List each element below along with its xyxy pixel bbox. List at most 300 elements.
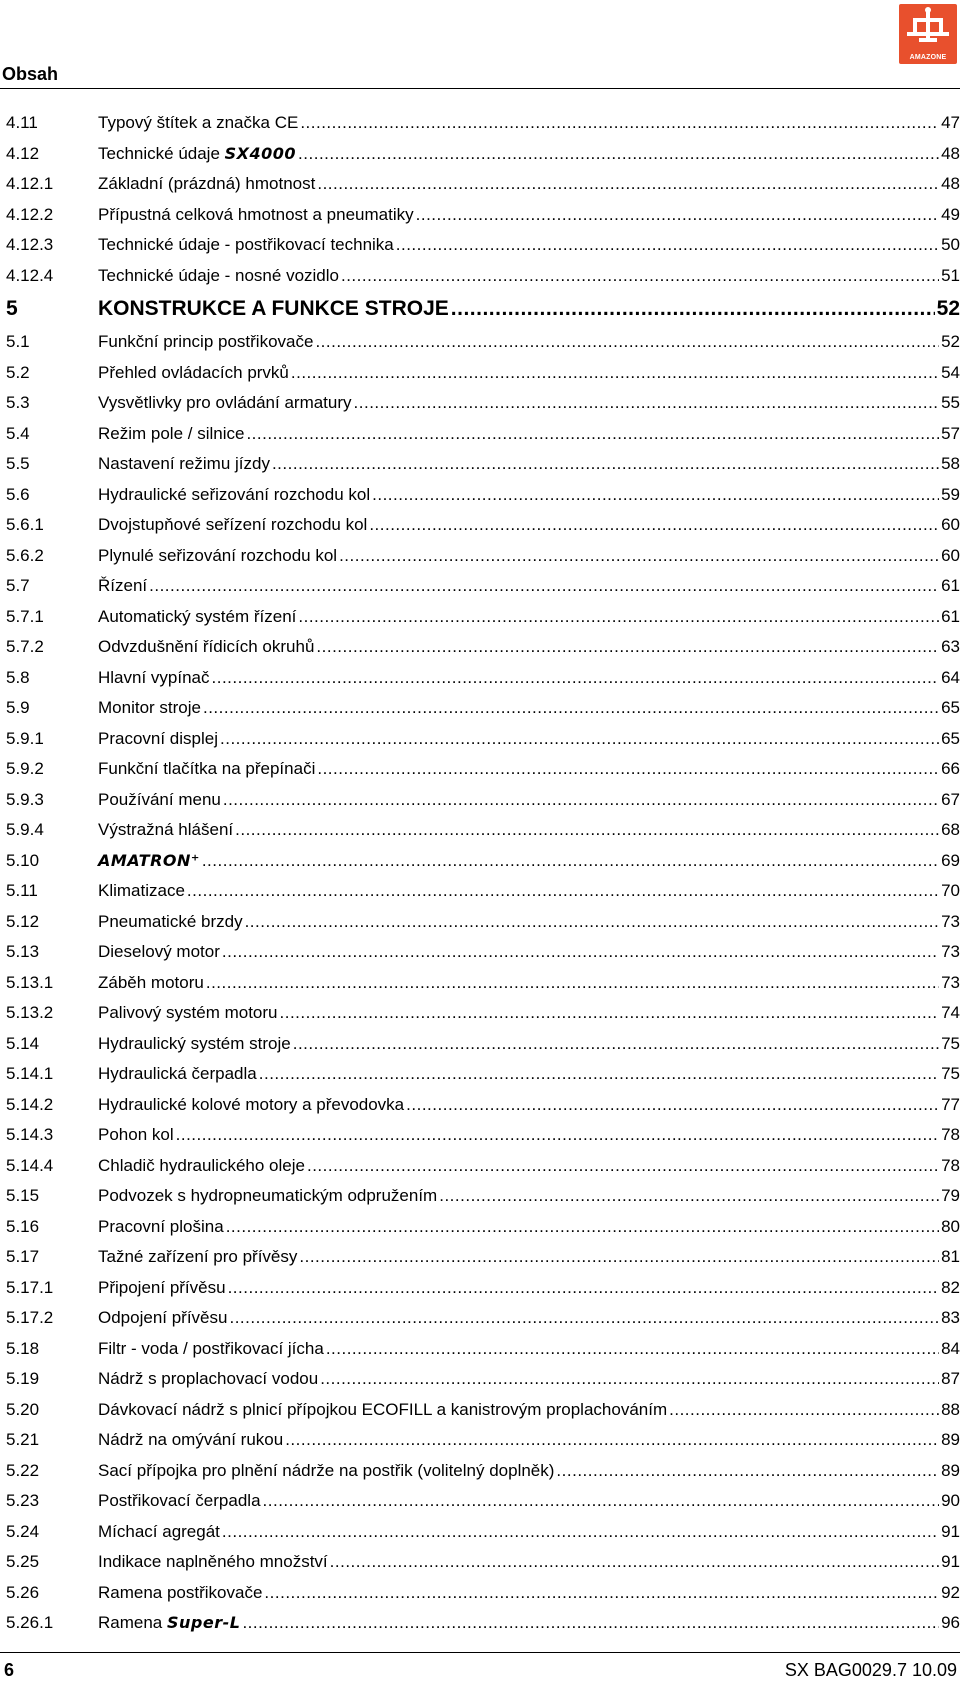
toc-entry-number: 5.26: [6, 1582, 40, 1602]
toc-entry-title: [98, 1608, 240, 1639]
toc-dot-leader: [285, 1425, 939, 1456]
toc-entry-title: [98, 1120, 174, 1151]
toc-entry-number: 5.10: [6, 850, 40, 870]
toc-entry-page: 87: [941, 1369, 960, 1388]
toc-entry-number: 5.13.1: [6, 972, 54, 992]
toc-entry[interactable]: [0, 876, 960, 907]
toc-dot-leader: [187, 876, 939, 907]
toc-dot-leader: [339, 541, 939, 572]
toc-entry[interactable]: [0, 1242, 960, 1273]
toc-entry-page: 48: [941, 174, 960, 193]
toc-entry-number: 5.23: [6, 1491, 40, 1510]
toc-entry-number: 5.20: [6, 1399, 40, 1419]
header-divider: [0, 88, 960, 89]
toc-entry[interactable]: [0, 1547, 960, 1578]
toc-entry[interactable]: [0, 480, 960, 511]
toc-entry-number: 5.9: [6, 698, 30, 717]
amazone-logo: [899, 4, 957, 64]
toc-entry[interactable]: [0, 815, 960, 846]
toc-entry-page: 73: [941, 942, 960, 961]
toc-entry[interactable]: [0, 200, 960, 231]
toc-entry[interactable]: [0, 1090, 960, 1121]
toc-entry-number: 4.12.4: [6, 265, 54, 285]
toc-entry[interactable]: [0, 1395, 960, 1426]
toc-entry-title-text: Nastavení režimu jízdy: [98, 454, 270, 473]
toc-entry-title: [98, 1273, 226, 1304]
toc-entry-number: 5.17: [6, 1247, 40, 1266]
toc-dot-leader: [299, 1242, 939, 1273]
toc-entry-title-text: Dvojstupňové seřízení rozchodu kol: [98, 515, 368, 534]
toc-dot-leader: [326, 1334, 939, 1365]
toc-entry-number: 5.14: [6, 1033, 40, 1053]
toc-entry-title-text: Chladič hydraulického oleje: [98, 1155, 305, 1175]
toc-entry[interactable]: [0, 358, 960, 389]
toc-dot-leader: [176, 1120, 939, 1151]
toc-entry-title: [98, 480, 370, 511]
toc-dot-leader: [354, 388, 940, 419]
toc-entry-page: 80: [941, 1216, 960, 1236]
toc-entry[interactable]: [0, 449, 960, 480]
toc-entry-title-text: Míchací agregát: [98, 1521, 220, 1541]
toc-entry-page: 82: [941, 1277, 960, 1297]
toc-entry-title-text: Řízení: [98, 576, 148, 595]
toc-entry-number: 5.17.2: [6, 1308, 54, 1327]
toc-entry[interactable]: [0, 1578, 960, 1609]
toc-entry[interactable]: [0, 327, 960, 358]
toc-entry-title-text: Pracovní plošina: [98, 1216, 224, 1236]
toc-entry[interactable]: [0, 261, 960, 292]
toc-entry-title-text: Výstražná hlášení: [98, 820, 234, 839]
toc-dot-leader: [291, 358, 939, 389]
toc-entry-page: 73: [941, 972, 960, 992]
toc-entry-page: 81: [941, 1247, 960, 1266]
toc-entry[interactable]: [0, 388, 960, 419]
toc-dot-leader: [320, 1364, 939, 1395]
toc-entry-title-text: Záběh motoru: [98, 972, 204, 992]
toc-dot-leader: [259, 1059, 939, 1090]
toc-dot-leader: [264, 1578, 939, 1609]
toc-dot-leader: [317, 754, 939, 785]
toc-entry-title-text: Tažné zařízení pro přívěsy: [98, 1247, 298, 1266]
toc-entry-title-text: Hydraulické seřizování rozchodu kol: [98, 484, 371, 504]
toc-entry[interactable]: [0, 693, 960, 724]
toc-entry-title: [98, 846, 200, 877]
toc-entry-page: 54: [941, 362, 960, 382]
toc-entry-title: [98, 937, 220, 968]
toc-entry-number: 5.24: [6, 1521, 40, 1541]
toc-entry-title: [98, 754, 315, 785]
toc-entry[interactable]: [0, 1517, 960, 1548]
footer-divider: [0, 1652, 960, 1653]
toc-entry-number: 5.6.2: [6, 545, 44, 565]
toc-entry-number: 5.4: [6, 423, 30, 443]
toc-entry-number: 5.15: [6, 1186, 40, 1205]
toc-entry-title-text: Monitor stroje: [98, 698, 201, 717]
toc-dot-leader: [223, 785, 939, 816]
toc-entry-title: [98, 1547, 328, 1578]
toc-entry-title-text: Sací přípojka pro plnění nádrže na postřik (volitelný doplněk): [98, 1460, 555, 1480]
toc-entry-title-text: Pohon kol: [98, 1125, 174, 1144]
toc-entry-title-text: Používání menu: [98, 789, 221, 809]
toc-entry-title-text: Nádrž s proplachovací vodou: [98, 1369, 319, 1388]
toc-entry-page: 74: [941, 1003, 960, 1022]
toc-entry-title-text: Hydraulický systém stroje: [98, 1033, 291, 1053]
toc-entry-title-text: Pneumatické brzdy: [98, 911, 243, 931]
toc-dot-leader: [317, 169, 939, 200]
toc-entry[interactable]: [0, 998, 960, 1029]
toc-entry-title-text: Klimatizace: [98, 881, 185, 900]
toc-dot-leader: [416, 200, 939, 231]
toc-entry-page: 66: [941, 759, 960, 778]
toc-entry[interactable]: [0, 1120, 960, 1151]
toc-entry[interactable]: [0, 1425, 960, 1456]
toc-entry-page: 57: [941, 423, 960, 443]
toc-entry-title-text: Vysvětlivky pro ovládání armatury: [98, 393, 352, 412]
toc-entry-number: 5.21: [6, 1430, 40, 1449]
toc-dot-leader: [451, 291, 935, 327]
toc-entry-brand: Super-L: [167, 1613, 241, 1632]
toc-entry-title: [98, 876, 185, 907]
toc-entry-number: 5.13.2: [6, 1003, 54, 1022]
toc-entry-title: [98, 230, 394, 261]
toc-entry-page: 92: [941, 1582, 960, 1602]
toc-entry-title: [98, 449, 270, 480]
toc-entry-title: [98, 663, 210, 694]
page-title: Obsah: [2, 64, 59, 84]
toc-entry-title: [98, 327, 313, 358]
toc-entry-page: 89: [941, 1430, 960, 1449]
toc-entry-page: 77: [941, 1094, 960, 1114]
toc-entry-number: 5.12: [6, 911, 40, 931]
table-of-contents: [0, 108, 960, 1639]
toc-entry-title-text: Ramena: [98, 1613, 163, 1632]
toc-dot-leader: [206, 968, 939, 999]
toc-entry-number: 5.14.3: [6, 1125, 54, 1144]
toc-dot-leader: [556, 1456, 939, 1487]
toc-entry-title-text: Palivový systém motoru: [98, 1003, 278, 1022]
toc-entry-title: [98, 261, 339, 292]
toc-entry-page: 60: [941, 515, 960, 534]
toc-entry-page: 61: [941, 606, 960, 626]
toc-dot-leader: [235, 815, 939, 846]
toc-entry-page: 91: [941, 1552, 960, 1571]
toc-entry-page: 64: [941, 667, 960, 687]
toc-entry-title-text: Připojení přívěsu: [98, 1277, 226, 1297]
toc-entry-number: 4.12.3: [6, 235, 54, 254]
toc-entry-page: 65: [941, 728, 960, 748]
toc-entry-page: 91: [941, 1521, 960, 1541]
toc-entry-number: 5.26.1: [6, 1613, 54, 1632]
toc-entry-title: [98, 1456, 554, 1487]
toc-entry-title: [98, 1059, 257, 1090]
toc-entry[interactable]: [0, 1059, 960, 1090]
toc-entry-page: 49: [941, 204, 960, 224]
toc-entry-page: 69: [941, 850, 960, 870]
toc-dot-leader: [202, 846, 939, 877]
toc-entry[interactable]: [0, 1456, 960, 1487]
toc-dot-leader: [263, 1486, 940, 1517]
toc-entry-number: 5.9.4: [6, 820, 44, 839]
toc-entry-page: 73: [941, 911, 960, 931]
toc-entry-title-text: Indikace naplněného množství: [98, 1552, 328, 1571]
toc-entry-page: 63: [941, 637, 960, 656]
toc-entry-number: 5.3: [6, 393, 30, 412]
toc-entry-page: 89: [941, 1460, 960, 1480]
toc-entry-title-text: Podvozek s hydropneumatickým odpružením: [98, 1186, 438, 1205]
toc-entry-title: [98, 200, 414, 231]
toc-entry[interactable]: [0, 1181, 960, 1212]
toc-dot-leader: [272, 449, 939, 480]
toc-dot-leader: [330, 1547, 939, 1578]
toc-dot-leader: [228, 1273, 940, 1304]
toc-dot-leader: [293, 1029, 939, 1060]
toc-entry-title: [98, 1517, 220, 1548]
toc-entry-title: [98, 1090, 404, 1121]
toc-entry-title-text: Režim pole / silnice: [98, 423, 245, 443]
toc-entry-title: [98, 169, 315, 200]
toc-entry-page: 70: [941, 881, 960, 900]
toc-dot-leader: [203, 693, 939, 724]
toc-entry-title-text: Hlavní vypínač: [98, 667, 210, 687]
toc-dot-leader: [222, 1517, 939, 1548]
toc-entry-title: [98, 693, 201, 724]
toc-entry-title: [98, 1395, 667, 1426]
toc-entry-page: 55: [941, 393, 960, 412]
toc-entry[interactable]: [0, 1608, 960, 1639]
toc-entry-number: 5.1: [6, 332, 30, 351]
toc-dot-leader: [316, 632, 939, 663]
toc-entry-title: [98, 1364, 318, 1395]
toc-entry-number: 5.7: [6, 576, 30, 595]
toc-entry-number: 5.14.2: [6, 1094, 54, 1114]
toc-entry[interactable]: [0, 1212, 960, 1243]
toc-entry-number: 5.14.1: [6, 1064, 54, 1083]
toc-entry[interactable]: [0, 510, 960, 541]
toc-entry-title: [98, 1212, 224, 1243]
toc-entry-brand: SX4000: [224, 143, 297, 163]
toc-entry-page: 75: [941, 1064, 960, 1083]
toc-entry-number: 5.2: [6, 362, 30, 382]
toc-entry-title: [98, 1578, 262, 1609]
toc-entry[interactable]: [0, 602, 960, 633]
toc-entry-brand: AMATRON⁺: [98, 850, 200, 870]
toc-entry-title: [98, 815, 233, 846]
toc-entry-title-text: Základní (prázdná) hmotnost: [98, 174, 316, 193]
toc-entry-number: 4.12.1: [6, 174, 54, 193]
toc-dot-leader: [439, 1181, 939, 1212]
toc-entry[interactable]: [0, 632, 960, 663]
toc-entry-title-text: Přípustná celková hmotnost a pneumatiky: [98, 204, 414, 224]
toc-dot-leader: [669, 1395, 939, 1426]
toc-entry-number: 4.12: [6, 143, 40, 163]
toc-entry[interactable]: [0, 754, 960, 785]
toc-entry-page: 48: [941, 143, 960, 163]
toc-entry[interactable]: [0, 1151, 960, 1182]
toc-entry-number: 5.11: [6, 881, 38, 900]
toc-entry-page: 90: [941, 1491, 960, 1510]
toc-entry-page: 88: [941, 1399, 960, 1419]
toc-entry-number: 5.19: [6, 1369, 40, 1388]
toc-entry-page: 52: [936, 297, 960, 320]
toc-entry-title-text: Technické údaje - nosné vozidlo: [98, 265, 339, 285]
toc-entry-title: [98, 139, 296, 170]
toc-dot-leader: [298, 602, 939, 633]
toc-entry-page: 52: [941, 332, 960, 351]
toc-entry-title-text: Technické údaje: [98, 143, 220, 163]
toc-entry-title-text: Dávkovací nádrž s plnicí přípojkou ECOFILL a kanistrovým proplachováním: [98, 1399, 668, 1419]
toc-entry-title: [98, 419, 244, 450]
toc-entry-title: [98, 510, 367, 541]
toc-entry-title: [98, 968, 204, 999]
toc-entry-title: [98, 358, 289, 389]
toc-entry-title: [98, 1151, 305, 1182]
toc-entry-title-text: Hydraulická čerpadla: [98, 1064, 257, 1083]
toc-entry-title: [98, 571, 147, 602]
toc-entry-page: 60: [941, 545, 960, 565]
toc-entry-page: 78: [941, 1125, 960, 1144]
toc-entry-title: [98, 1303, 227, 1334]
toc-dot-leader: [396, 230, 939, 261]
toc-entry-page: 67: [941, 789, 960, 809]
toc-entry[interactable]: [0, 419, 960, 450]
toc-entry[interactable]: [0, 1029, 960, 1060]
toc-entry-number: 4.12.2: [6, 204, 54, 224]
toc-entry-number: 5.16: [6, 1216, 40, 1236]
toc-entry-title-text: Přehled ovládacích prvků: [98, 362, 289, 382]
toc-entry-number: 5.17.1: [6, 1277, 54, 1297]
toc-entry-number: 5.6: [6, 484, 30, 504]
toc-entry[interactable]: [0, 937, 960, 968]
toc-entry[interactable]: [0, 907, 960, 938]
toc-entry-number: 5.7.2: [6, 637, 44, 656]
toc-entry-title: [98, 1486, 261, 1517]
toc-entry-number: 5.9.3: [6, 789, 44, 809]
toc-entry-title: [98, 541, 337, 572]
toc-entry-number: 5.7.1: [6, 606, 44, 626]
toc-entry-page: 50: [941, 235, 960, 254]
toc-entry-page: 59: [941, 484, 960, 504]
toc-entry[interactable]: [0, 230, 960, 261]
toc-entry[interactable]: [0, 571, 960, 602]
toc-entry-page: 47: [941, 113, 960, 132]
toc-entry-title-text: Nádrž na omývání rukou: [98, 1430, 284, 1449]
toc-entry-page: 96: [941, 1613, 960, 1632]
toc-entry-number: 5.22: [6, 1460, 40, 1480]
toc-entry-number: 5.14.4: [6, 1155, 54, 1175]
toc-dot-leader: [226, 1212, 939, 1243]
toc-entry[interactable]: [0, 1273, 960, 1304]
toc-entry-title: [98, 108, 298, 139]
toc-dot-leader: [229, 1303, 939, 1334]
toc-entry-title-text: Hydraulické kolové motory a převodovka: [98, 1094, 405, 1114]
toc-entry[interactable]: [0, 1334, 960, 1365]
toc-entry[interactable]: [0, 108, 960, 139]
toc-dot-leader: [298, 139, 939, 170]
toc-entry[interactable]: [0, 169, 960, 200]
toc-entry[interactable]: [0, 541, 960, 572]
toc-entry-title: [98, 632, 314, 663]
toc-entry-page: 51: [941, 265, 960, 285]
toc-entry-number: 5: [6, 297, 18, 320]
toc-dot-leader: [372, 480, 939, 511]
toc-entry-title: [98, 1181, 437, 1212]
toc-entry-title-text: Funkční tlačítka na přepínači: [98, 759, 316, 778]
toc-entry-title: [98, 785, 221, 816]
toc-entry[interactable]: [0, 968, 960, 999]
toc-entry-title: [98, 1029, 291, 1060]
toc-entry-page: 84: [941, 1338, 960, 1358]
toc-entry[interactable]: [0, 785, 960, 816]
toc-entry-page: 83: [941, 1308, 960, 1327]
toc-entry-title: [98, 998, 278, 1029]
toc-entry[interactable]: [0, 139, 960, 170]
toc-dot-leader: [406, 1090, 939, 1121]
toc-entry-page: 75: [941, 1033, 960, 1053]
toc-entry-page: 61: [941, 576, 960, 595]
toc-entry[interactable]: [0, 724, 960, 755]
toc-entry-title-text: Dieselový motor: [98, 942, 220, 961]
toc-entry-number: 5.8: [6, 667, 30, 687]
toc-entry-title-text: KONSTRUKCE A FUNKCE STROJE: [98, 297, 449, 320]
toc-entry-title-text: Plynulé seřizování rozchodu kol: [98, 545, 338, 565]
amazone-logo-icon: [899, 4, 957, 50]
toc-entry-title: [98, 907, 243, 938]
toc-dot-leader: [222, 937, 939, 968]
toc-dot-leader: [307, 1151, 939, 1182]
logo-text: AMAZONE: [909, 54, 947, 61]
toc-entry-page: 68: [941, 820, 960, 839]
toc-entry-title: [98, 1242, 297, 1273]
toc-dot-leader: [369, 510, 939, 541]
footer-page-number: 6: [4, 1660, 15, 1680]
toc-entry-title: [98, 1334, 324, 1365]
toc-entry-title-text: Automatický systém řízení: [98, 606, 297, 626]
toc-entry-title-text: Ramena postřikovače: [98, 1582, 263, 1602]
toc-dot-leader: [280, 998, 940, 1029]
toc-entry[interactable]: [0, 663, 960, 694]
toc-entry-number: 5.9.2: [6, 759, 44, 778]
toc-entry-number: 5.25: [6, 1552, 40, 1571]
toc-chapter-entry[interactable]: [0, 291, 960, 327]
toc-entry-page: 58: [941, 454, 960, 473]
footer-document-reference: SX BAG0029.7 10.09: [784, 1660, 957, 1680]
toc-dot-leader: [220, 724, 939, 755]
toc-entry-number: 5.18: [6, 1338, 40, 1358]
toc-entry[interactable]: [0, 846, 960, 877]
toc-dot-leader: [212, 663, 940, 694]
toc-entry-title-text: Typový štítek a značka CE: [98, 113, 299, 132]
toc-entry-title-text: Pracovní displej: [98, 728, 219, 748]
toc-dot-leader: [242, 1608, 939, 1639]
toc-entry-number: 5.5: [6, 454, 30, 473]
toc-entry[interactable]: [0, 1486, 960, 1517]
toc-entry-number: 5.6.1: [6, 515, 44, 534]
toc-dot-leader: [341, 261, 939, 292]
toc-entry-page: 65: [941, 698, 960, 717]
toc-entry-title: [98, 602, 296, 633]
toc-entry-title: [98, 291, 449, 327]
toc-dot-leader: [300, 108, 939, 139]
toc-entry-title: [98, 724, 218, 755]
toc-entry-title-text: Postřikovací čerpadla: [98, 1491, 261, 1510]
toc-entry[interactable]: [0, 1364, 960, 1395]
toc-entry-title-text: Odpojení přívěsu: [98, 1308, 228, 1327]
toc-entry-number: 5.9.1: [6, 728, 44, 748]
toc-entry-title-text: Funkční princip postřikovače: [98, 332, 314, 351]
toc-entry[interactable]: [0, 1303, 960, 1334]
toc-entry-title: [98, 1425, 283, 1456]
toc-entry-page: 79: [941, 1186, 960, 1205]
